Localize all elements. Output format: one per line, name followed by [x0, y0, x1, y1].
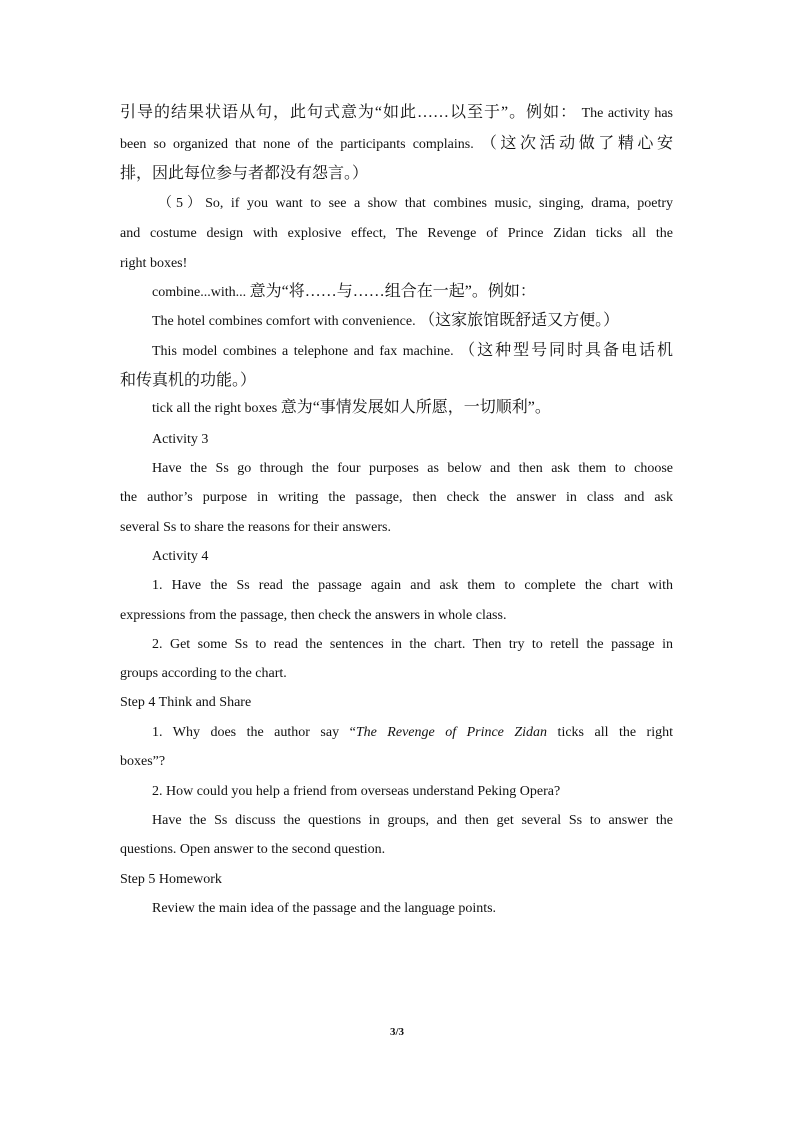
text-line: The hotel combines comfort with convenience. （这家旅馆既舒适又方便。） — [152, 312, 620, 329]
text-line: right boxes! — [120, 256, 188, 271]
text-line: 1. Have the Ss read the passage again and ask them to complete the chart with — [152, 578, 673, 593]
page-number: 3/3 — [389, 1026, 405, 1038]
step-heading: Step 5 Homework — [120, 872, 222, 887]
text-line: Review the main idea of the passage and the language points. — [152, 901, 497, 916]
text-line: Have the Ss go through the four purposes as below and then ask them to choose — [152, 461, 673, 476]
text-line: 1. Why does the author say “The Revenge of Prince Zidan ticks all the right — [152, 725, 673, 740]
text-line: 2. How could you help a friend from overseas understand Peking Opera? — [152, 784, 561, 799]
text-line: been so organized that none of the participants complains. （这次活动做了精心安 — [120, 135, 673, 152]
text-line: 和传真机的功能。） — [120, 372, 257, 389]
text-line: groups according to the chart. — [120, 666, 287, 681]
text-line: （5）So, if you want to see a show that combines music, singing, drama, poetry — [158, 196, 673, 211]
text-line: combine...with... 意为“将……与……组合在一起”。例如： — [152, 283, 536, 300]
text-line: and costume design with explosive effect, The Revenge of Prince Zidan ticks all the — [120, 226, 673, 241]
section-heading: Activity 4 — [152, 549, 209, 564]
text-line: several Ss to share the reasons for their answers. — [120, 520, 391, 535]
text-line: 排，因此每位参与者都没有怨言。） — [120, 165, 369, 182]
text-line: questions. Open answer to the second question. — [120, 842, 386, 857]
text-line: the author’s purpose in writing the passage, then check the answer in class and ask — [120, 490, 673, 505]
text-line: expressions from the passage, then check the answers in whole class. — [120, 608, 507, 623]
text-line: 引导的结果状语从句，此句式意为“如此……以至于”。例如： The activity has — [120, 104, 673, 121]
text-line: Have the Ss discuss the questions in groups, and then get several Ss to answer the — [152, 813, 673, 828]
text-line: boxes”? — [120, 754, 166, 769]
text-line: This model combines a telephone and fax machine. （这种型号同时具备电话机 — [152, 342, 673, 359]
text-line: tick all the right boxes 意为“事情发展如人所愿，一切顺利”。 — [152, 399, 551, 416]
section-heading: Activity 3 — [152, 432, 209, 447]
text-line: 2. Get some Ss to read the sentences in the chart. Then try to retell the passage in — [152, 637, 673, 652]
step-heading: Step 4 Think and Share — [120, 695, 252, 710]
